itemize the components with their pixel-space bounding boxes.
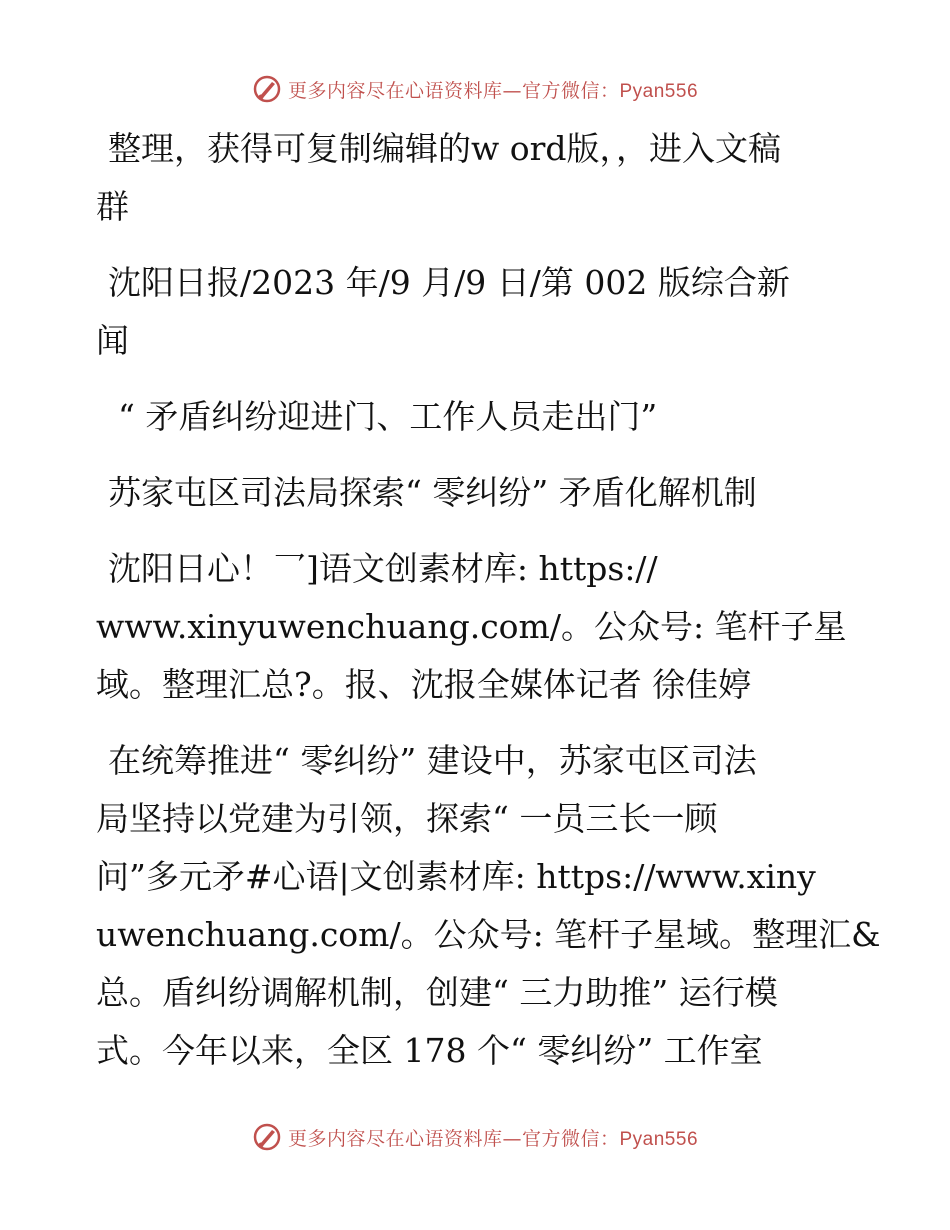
watermark-text: [288, 1124, 698, 1151]
paragraph-body: [96, 732, 881, 1080]
ink-brush-logo-icon: [252, 74, 282, 104]
watermark-separator: —: [502, 79, 522, 102]
watermark-separator: —: [502, 1127, 522, 1150]
paragraph-intro: [96, 120, 856, 236]
text-line: 沈阳日报/2023 年/9 月/9 日/第 002 版综合新: [108, 263, 790, 302]
subheadline-text: 苏家屯区司法局探索“ 零纠纷” 矛盾化解机制: [108, 473, 757, 512]
text-line: 域。整理汇总?。报、沈报全媒体记者 徐佳婷: [96, 665, 752, 704]
watermark-handle: Pyan556: [619, 80, 699, 102]
watermark-title: 更多内容尽在心语资料库: [287, 1127, 503, 1150]
watermark-handle: Pyan556: [619, 1128, 699, 1150]
watermark-text: [288, 76, 698, 103]
text-line: 在统筹推进“ 零纠纷” 建设中，苏家屯区司法: [108, 741, 757, 780]
text-line: 闻: [96, 321, 129, 360]
ink-brush-logo-icon: [252, 1122, 282, 1152]
text-line: 总。盾纠纷调解机制，创建“ 三力助推” 运行模: [96, 973, 778, 1012]
text-line: www.xinyuwenchuang.com/。公众号: 笔杆子星: [96, 607, 847, 646]
text-line: 问”多元矛#心语|文创素材库: https://www.xiny: [96, 857, 816, 896]
document-body: [96, 120, 881, 1098]
text-line: 式。今年以来，全区 178 个“ 零纠纷” 工作室: [96, 1031, 763, 1070]
watermark-title: 更多内容尽在心语资料库: [287, 79, 503, 102]
text-line: 局坚持以党建为引领，探索“ 一员三长一顾: [96, 799, 718, 838]
header-watermark: [0, 74, 950, 104]
headline-text: “ 矛盾纠纷迎进门、工作人员走出门”: [118, 397, 658, 436]
watermark-wechat-label: 官方微信：: [521, 79, 620, 102]
text-line: 沈阳日心！乛]语文创素材库: https://: [108, 549, 658, 588]
text-line: uwenchuang.com/。公众号: 笔杆子星域。整理汇&: [96, 915, 881, 954]
watermark-wechat-label: 官方微信：: [521, 1127, 620, 1150]
subheadline: [96, 464, 856, 522]
footer-watermark: [0, 1122, 950, 1152]
headline: [96, 388, 856, 446]
text-line: 群: [96, 187, 129, 226]
text-line: 整理，获得可复制编辑的w ord版，，进入文稿: [108, 129, 782, 168]
paragraph-byline: [96, 540, 856, 714]
paragraph-source: [96, 254, 856, 370]
